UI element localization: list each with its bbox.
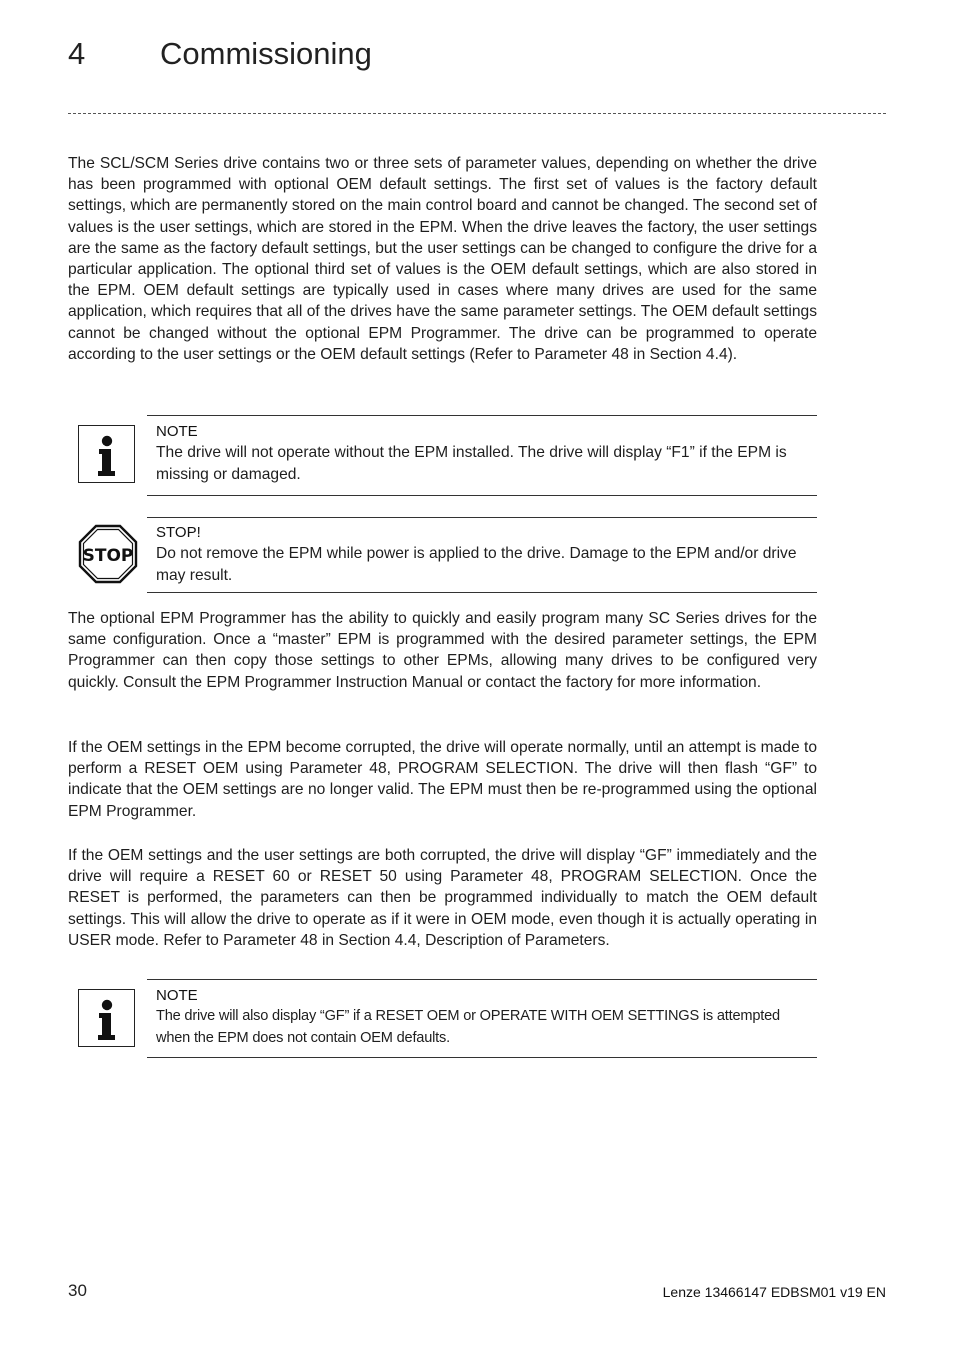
header-divider — [68, 113, 886, 114]
notice-title: STOP! — [156, 524, 201, 541]
epm-programmer-paragraph: The optional EPM Programmer has the ability to quickly and easily program many SC Series drives for the same configuration. Once a “master” EPM is programmed with the desired parameter settings, the EPM Programmer can then copy those settings to other EPMs, allowing many drives to be configured very quickly. Consult the EPM Programmer Instruction Manual or contact the factory for more information. — [68, 610, 817, 691]
note-notice-gf-display — [68, 979, 817, 1058]
page-number: 30 — [68, 1281, 87, 1300]
document-id: Lenze 13466147 EDBSM01 v19 EN — [662, 1284, 886, 1300]
stop-notice-epm-removal — [68, 517, 817, 593]
notice-text: The drive will also display “GF” if a RESET OEM or OPERATE WITH OEM SETTINGS is attempted when the EPM does not contain OEM defaults. — [156, 1008, 780, 1046]
note-notice-epm-required — [68, 415, 817, 496]
notice-top-rule — [147, 517, 817, 518]
chapter-header — [68, 36, 888, 80]
oem-corrupted-paragraph: If the OEM settings in the EPM become corrupted, the drive will operate normally, until an attempt is made to perform a RESET OEM using Parameter 48, PROGRAM SELECTION. The drive will then flash “GF” to indicate that the OEM settings are no longer valid. The EPM must then be re-programmed using the optional EPM Programmer. — [68, 739, 817, 820]
info-icon — [78, 425, 135, 483]
chapter-number: 4 — [68, 36, 86, 71]
notice-title: NOTE — [156, 987, 198, 1004]
notice-text: Do not remove the EPM while power is applied to the drive. Damage to the EPM and/or drive may result. — [156, 545, 797, 584]
notice-top-rule — [147, 979, 817, 980]
stop-icon — [78, 524, 138, 584]
notice-bottom-rule — [147, 495, 817, 496]
stop-icon-text: STOP — [82, 546, 134, 566]
info-icon — [78, 989, 135, 1047]
notice-bottom-rule — [147, 592, 817, 593]
notice-bottom-rule — [147, 1057, 817, 1058]
both-corrupted-paragraph: If the OEM settings and the user settings are both corrupted, the drive will display “GF” immediately and the drive will require a RESET 60 or RESET 50 using Parameter 48, PROGRAM SELECTION. Once the RESET is performed, the parameters can then be programmed individually to match the OEM default settings. This will allow the drive to operate as if it were in OEM mode, even though it is actually operating in USER mode. Refer to Parameter 48 in Section 4.4, Description of Parameters. — [68, 847, 817, 949]
notice-title: NOTE — [156, 423, 198, 440]
notice-top-rule — [147, 415, 817, 416]
chapter-title: Commissioning — [160, 36, 372, 71]
intro-paragraph: The SCL/SCM Series drive contains two or three sets of parameter values, depending on whether the drive has been programmed with optional OEM default settings. The first set of values is the factory default settings, which are permanently stored on the main control board and cannot be changed. The second set of values is the user settings, which are stored in the EPM. When the drive leaves the factory, the user settings are the same as the factory default settings, but the user settings can be changed to configure the drive for a particular application. The optional third set of values is the OEM default settings, which are also stored in the EPM. OEM default settings are typically used in cases where many drives are used for the same application, which requires that all of the drives have the same parameter settings. The OEM default settings cannot be changed without the optional EPM Programmer. The drive can be programmed to operate according to the user settings or the OEM default settings (Refer to Parameter 48 in Section 4.4). — [68, 155, 817, 363]
notice-text: The drive will not operate without the EPM installed. The drive will display “F1” if the EPM is missing or damaged. — [156, 444, 787, 483]
